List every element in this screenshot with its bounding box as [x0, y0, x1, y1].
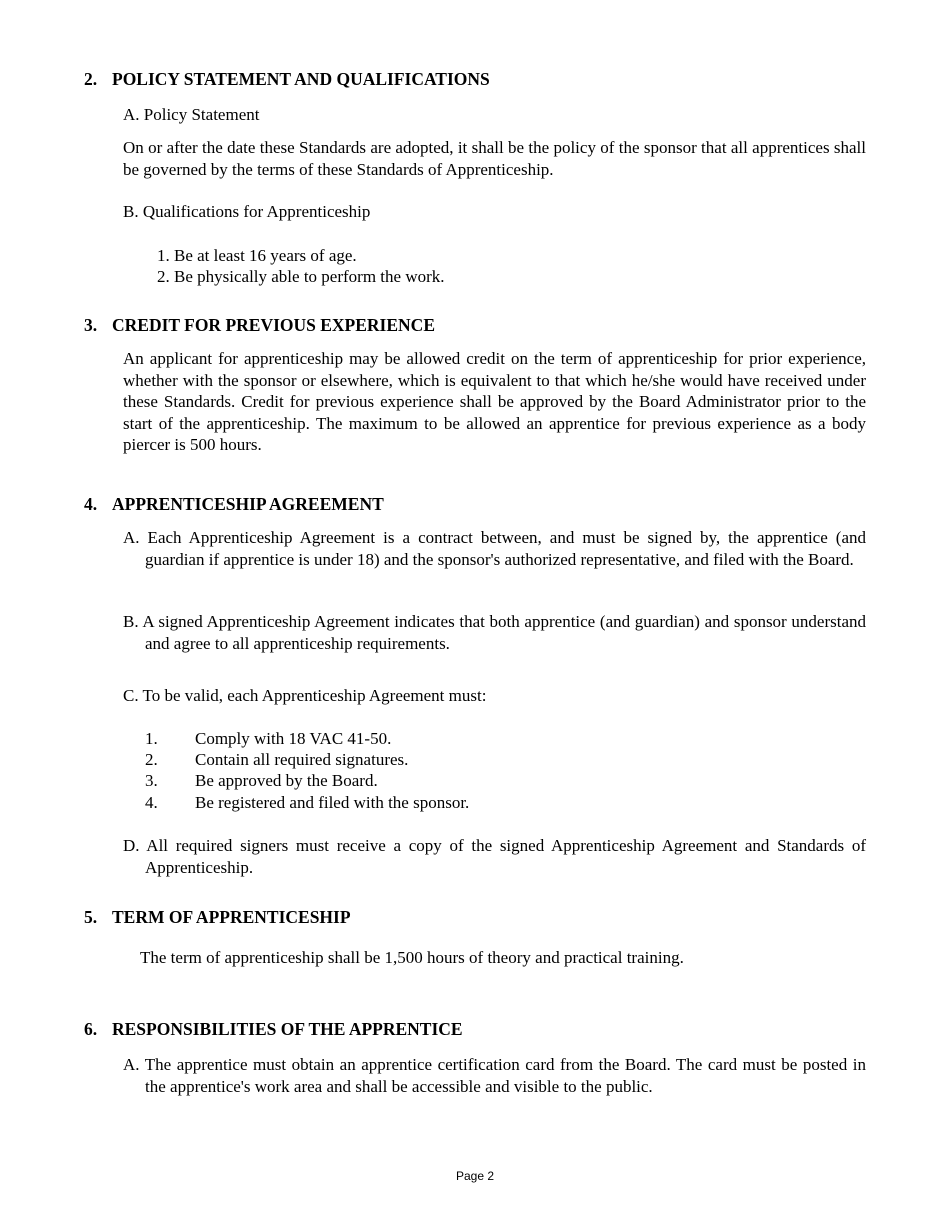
requirement-number: 4. — [145, 793, 158, 812]
section-number: 3. — [84, 315, 98, 335]
requirement-item — [145, 728, 545, 750]
qualification-item: 2. Be physically able to perform the work. — [157, 267, 445, 286]
requirement-text: Be registered and filed with the sponsor. — [195, 793, 470, 812]
agreement-item-c: C. To be valid, each Apprenticeship Agreement must: — [123, 686, 487, 705]
policy-statement-text: On or after the date these Standards are adopted, it shall be the policy of the sponsor that all apprentices shall be governed by the terms of these Standards of Apprenticeship. — [123, 138, 866, 179]
agreement-item-a: A. Each Apprenticeship Agreement is a contract between, and must be signed by, the apprentice (and guardian if apprentice is under 18) and the sponsor's authorized representative, and filed with the Board. — [123, 528, 866, 569]
requirement-text: Contain all required signatures. — [195, 750, 409, 769]
requirement-text: Comply with 18 VAC 41-50. — [195, 729, 392, 748]
section-title: CREDIT FOR PREVIOUS EXPERIENCE — [112, 315, 435, 335]
section-3-heading — [84, 315, 844, 337]
section-4-heading — [84, 494, 844, 516]
page-number: Page 2 — [455, 1169, 495, 1183]
credit-text: An applicant for apprenticeship may be allowed credit on the term of apprenticeship for prior experience, whether with the sponsor or elsewhere, which is equivalent to that which he/she would have received under these Standards. Credit for previous experience shall be approved by the Board Administrator prior to the start of the apprenticeship. The maximum to be allowed an apprentice for previous experience as a body piercer is 500 hours. — [123, 349, 866, 454]
section-number: 5. — [84, 907, 98, 927]
agreement-item-d: D. All required signers must receive a copy of the signed Apprenticeship Agreement and Standards of Apprenticeship. — [123, 836, 866, 877]
requirement-number: 1. — [145, 729, 158, 748]
requirement-text: Be approved by the Board. — [195, 771, 378, 790]
requirement-number: 2. — [145, 750, 158, 769]
section-title: APPRENTICESHIP AGREEMENT — [112, 494, 384, 514]
requirement-item — [145, 792, 545, 814]
section-2-heading — [84, 69, 844, 91]
section-number: 2. — [84, 69, 98, 89]
policy-statement-label: A. Policy Statement — [123, 105, 260, 124]
section-6-heading — [84, 1019, 844, 1041]
qualification-item: 1. Be at least 16 years of age. — [157, 246, 357, 265]
agreement-item-b: B. A signed Apprenticeship Agreement indicates that both apprentice (and guardian) and sponsor understand and agree to all apprenticeship requirements. — [123, 612, 866, 653]
requirement-item — [145, 770, 545, 792]
section-number: 4. — [84, 494, 98, 514]
requirement-item — [145, 749, 545, 771]
responsibility-item-a: A. The apprentice must obtain an apprentice certification card from the Board. The card must be posted in the apprentice's work area and shall be accessible and visible to the public. — [123, 1055, 866, 1096]
section-number: 6. — [84, 1019, 98, 1039]
section-5-heading — [84, 907, 844, 929]
requirement-number: 3. — [145, 771, 158, 790]
section-title: TERM OF APPRENTICESHIP — [112, 907, 351, 927]
section-title: RESPONSIBILITIES OF THE APPRENTICE — [112, 1019, 463, 1039]
section-title: POLICY STATEMENT AND QUALIFICATIONS — [112, 69, 490, 89]
term-text: The term of apprenticeship shall be 1,500 hours of theory and practical training. — [140, 948, 684, 967]
qualifications-label: B. Qualifications for Apprenticeship — [123, 202, 371, 221]
